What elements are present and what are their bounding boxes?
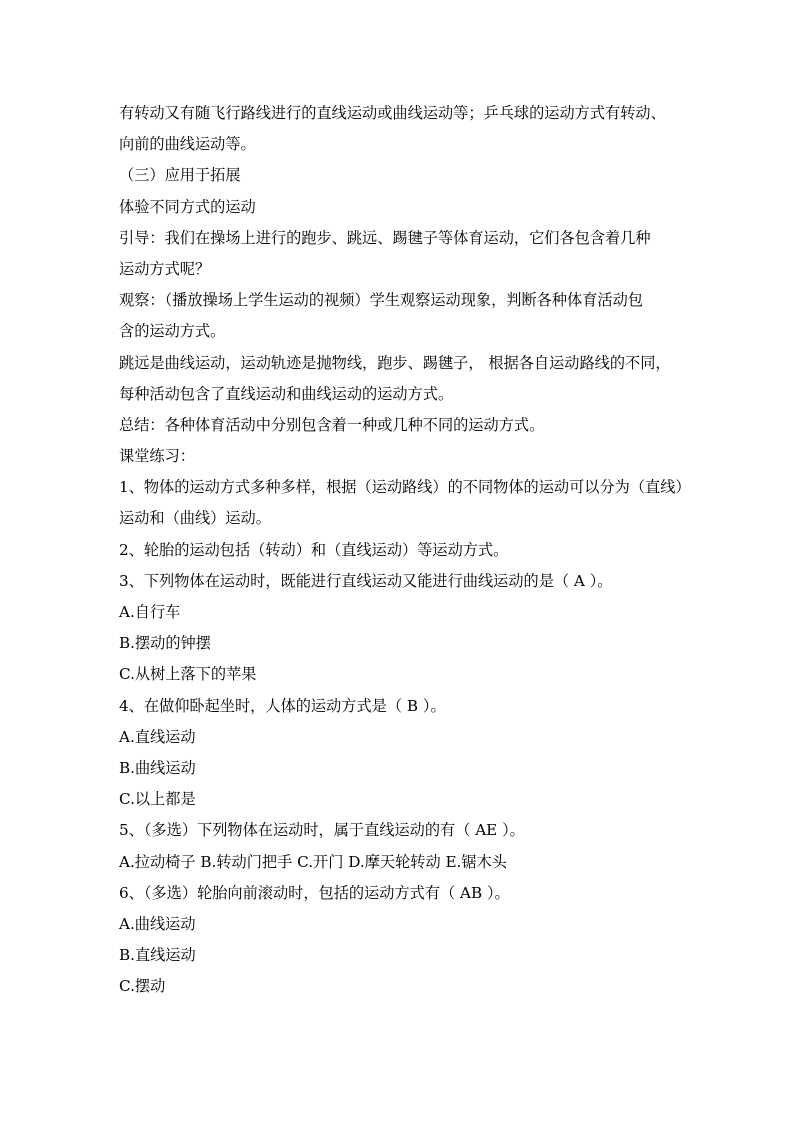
option-6a: A.曲线运动 <box>119 914 196 933</box>
text-line-8: 含的运动方式。 <box>119 322 226 341</box>
text-line-6: 运动方式呢？ <box>119 259 211 278</box>
text-line-5: 引导：我们在操场上进行的跑步、跳远、踢毽子等体育运动，它们各包含着几种 <box>119 228 651 247</box>
question-6: 6、（多选）轮胎向前滚动时，包括的运动方式有（ AB ）。 <box>119 883 510 902</box>
text-line-2: 向前的曲线运动等。 <box>119 135 256 154</box>
subheading: 体验不同方式的运动 <box>119 197 256 216</box>
option-3b: B.摆动的钟摆 <box>119 634 211 653</box>
summary-line: 总结：各种体育活动中分别包含着一种或几种不同的运动方式。 <box>119 415 545 434</box>
option-6c: C.摆动 <box>119 977 166 996</box>
option-3c: C.从树上落下的苹果 <box>119 665 257 684</box>
question-4: 4、在做仰卧起坐时，人体的运动方式是（ B ）。 <box>119 696 446 715</box>
text-line-9: 跳远是曲线运动，运动轨迹是抛物线，跑步、踢毽子， 根据各自运动路线的不同， <box>119 353 671 372</box>
text-line-1: 有转动又有随飞行路线进行的直线运动或曲线运动等；乒乓球的运动方式有转动、 <box>119 104 666 122</box>
text-line-10: 每种活动包含了直线运动和曲线运动的运动方式。 <box>119 384 454 403</box>
question-3: 3、下列物体在运动时，既能进行直线运动又能进行曲线运动的是（ A ）。 <box>119 571 613 590</box>
exercise-heading: 课堂练习： <box>119 447 195 466</box>
document-page <box>119 98 689 1002</box>
option-4b: B.曲线运动 <box>119 758 196 777</box>
option-3a: A.自行车 <box>119 603 181 621</box>
question-2: 2、轮胎的运动包括（转动）和（直线运动）等运动方式。 <box>119 540 509 559</box>
question-1: 1、物体的运动方式多种多样，根据（运动路线）的不同物体的运动可以分为（直线） <box>119 478 691 497</box>
question-5: 5、（多选）下列物体在运动时，属于直线运动的有（ AE ）。 <box>119 821 525 840</box>
option-4c: C.以上都是 <box>119 790 196 809</box>
options-5: A.拉动椅子 B.转动门把手 C.开门 D.摩天轮转动 E.锯木头 <box>119 852 507 871</box>
question-1-cont: 运动和（曲线）运动。 <box>119 509 271 528</box>
option-4a: A.直线运动 <box>119 727 196 746</box>
section-heading: （三）应用于拓展 <box>119 166 241 185</box>
text-line-7: 观察：（播放操场上学生运动的视频）学生观察运动现象，判断各种体育活动包 <box>119 291 643 310</box>
option-6b: B.直线运动 <box>119 946 196 965</box>
